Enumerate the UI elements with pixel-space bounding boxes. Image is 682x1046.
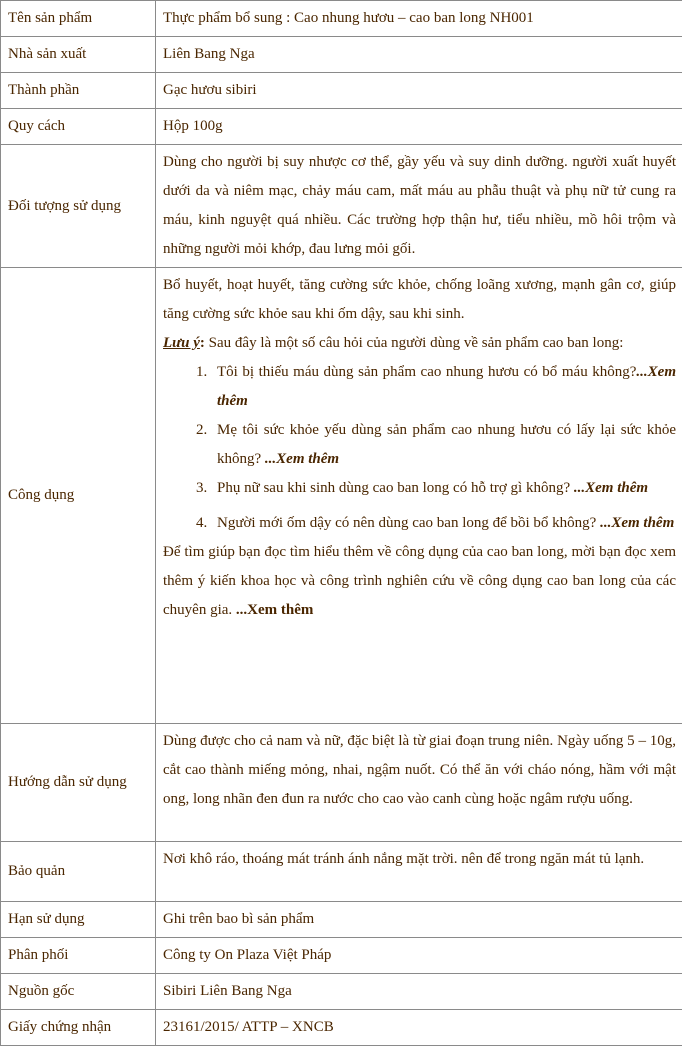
see-more-link[interactable]: ...Xem thêm	[265, 451, 339, 467]
target-users-text: Dùng cho người bị suy nhược cơ thể, gầy yếu và suy dinh dưỡng. người xuất huyết dưới da và niêm mạc, chảy máu cam, mất máu au phẫu thuật và phụ nữ tử cung ra máu, kinh nguyệt quá nhiều. Các trường hợp thận hư, tiểu nhiều, mồ hôi trộm và những người mỏi khớp, đau lưng mỏi gối.	[163, 148, 676, 264]
uses-note	[163, 329, 676, 358]
row-product-name	[1, 1, 682, 37]
label-instructions: Hướng dẫn sử dụng	[1, 724, 156, 842]
row-instructions	[1, 724, 682, 842]
faq-list	[163, 358, 676, 538]
value-certificate: 23161/2015/ ATTP – XNCB	[156, 1010, 682, 1046]
value-instructions	[156, 724, 682, 842]
faq-item	[211, 509, 676, 538]
label-origin: Nguồn gốc	[1, 974, 156, 1010]
value-ingredients: Gạc hươu sibiri	[156, 73, 682, 109]
note-label: Lưu ý	[163, 335, 200, 351]
label-packaging: Quy cách	[1, 109, 156, 145]
faq-item	[211, 416, 676, 474]
storage-text: Nơi khô ráo, thoáng mát tránh ánh nắng mặt trời. nên để trong ngăn mát tủ lạnh.	[163, 845, 676, 874]
label-uses: Công dụng	[1, 268, 156, 724]
label-manufacturer: Nhà sản xuất	[1, 37, 156, 73]
label-target-users: Đối tượng sử dụng	[1, 145, 156, 268]
faq-item	[211, 474, 676, 503]
uses-closing	[163, 538, 676, 625]
see-more-link[interactable]: ...Xem thêm	[600, 515, 674, 531]
faq-question: Người mới ốm dậy có nên dùng cao ban long để bồi bổ không?	[217, 515, 600, 531]
instructions-text: Dùng được cho cả nam và nữ, đặc biệt là từ giai đoạn trung niên. Ngày uống 5 – 10g, cắt cao thành miếng mỏng, nhai, ngậm nuốt. Có thể ăn với cháo nóng, hầm với mật ong, long nhãn đen đun ra nước cho cao vào canh cùng hoặc ngâm rượu uống.	[163, 727, 676, 814]
row-storage	[1, 842, 682, 902]
value-product-name: Thực phẩm bổ sung : Cao nhung hươu – cao ban long NH001	[156, 1, 682, 37]
label-expiry: Hạn sử dụng	[1, 902, 156, 938]
note-text: Sau đây là một số câu hỏi của người dùng về sản phẩm cao ban long:	[205, 335, 623, 351]
row-distributor	[1, 938, 682, 974]
value-distributor: Công ty On Plaza Việt Pháp	[156, 938, 682, 974]
value-storage	[156, 842, 682, 902]
see-more-link[interactable]: ...Xem thêm	[574, 480, 648, 496]
row-expiry	[1, 902, 682, 938]
row-origin	[1, 974, 682, 1010]
label-distributor: Phân phối	[1, 938, 156, 974]
row-ingredients	[1, 73, 682, 109]
label-product-name: Tên sản phẩm	[1, 1, 156, 37]
row-certificate	[1, 1010, 682, 1046]
value-origin: Sibiri Liên Bang Nga	[156, 974, 682, 1010]
label-ingredients: Thành phần	[1, 73, 156, 109]
closing-text: Để tìm giúp bạn đọc tìm hiểu thêm về công dụng của cao ban long, mời bạn đọc xem thêm ý kiến khoa học và công trình nghiên cứu về công dụng cao ban long của các chuyên gia.	[163, 544, 676, 618]
label-storage: Bảo quản	[1, 842, 156, 902]
value-uses	[156, 268, 682, 724]
faq-question: Tôi bị thiếu máu dùng sản phẩm cao nhung hươu có bổ máu không?	[217, 364, 636, 380]
faq-question: Phụ nữ sau khi sinh dùng cao ban long có hỗ trợ gì không?	[217, 480, 574, 496]
row-manufacturer	[1, 37, 682, 73]
label-certificate: Giấy chứng nhận	[1, 1010, 156, 1046]
note-colon: :	[200, 335, 205, 351]
value-packaging: Hộp 100g	[156, 109, 682, 145]
row-uses	[1, 268, 682, 724]
faq-item	[211, 358, 676, 416]
row-target-users	[1, 145, 682, 268]
value-manufacturer: Liên Bang Nga	[156, 37, 682, 73]
uses-intro: Bổ huyết, hoạt huyết, tăng cường sức khỏe, chống loãng xương, mạnh gân cơ, giúp tăng cường sức khỏe sau khi ốm dậy, sau khi sinh.	[163, 271, 676, 329]
see-more-link[interactable]: ...Xem thêm	[217, 364, 676, 409]
value-target-users	[156, 145, 682, 268]
value-expiry: Ghi trên bao bì sản phẩm	[156, 902, 682, 938]
see-more-link[interactable]: ...Xem thêm	[236, 602, 313, 618]
row-packaging	[1, 109, 682, 145]
faq-question: Mẹ tôi sức khỏe yếu dùng sản phẩm cao nhung hươu có lấy lại sức khỏe không?	[217, 422, 676, 467]
